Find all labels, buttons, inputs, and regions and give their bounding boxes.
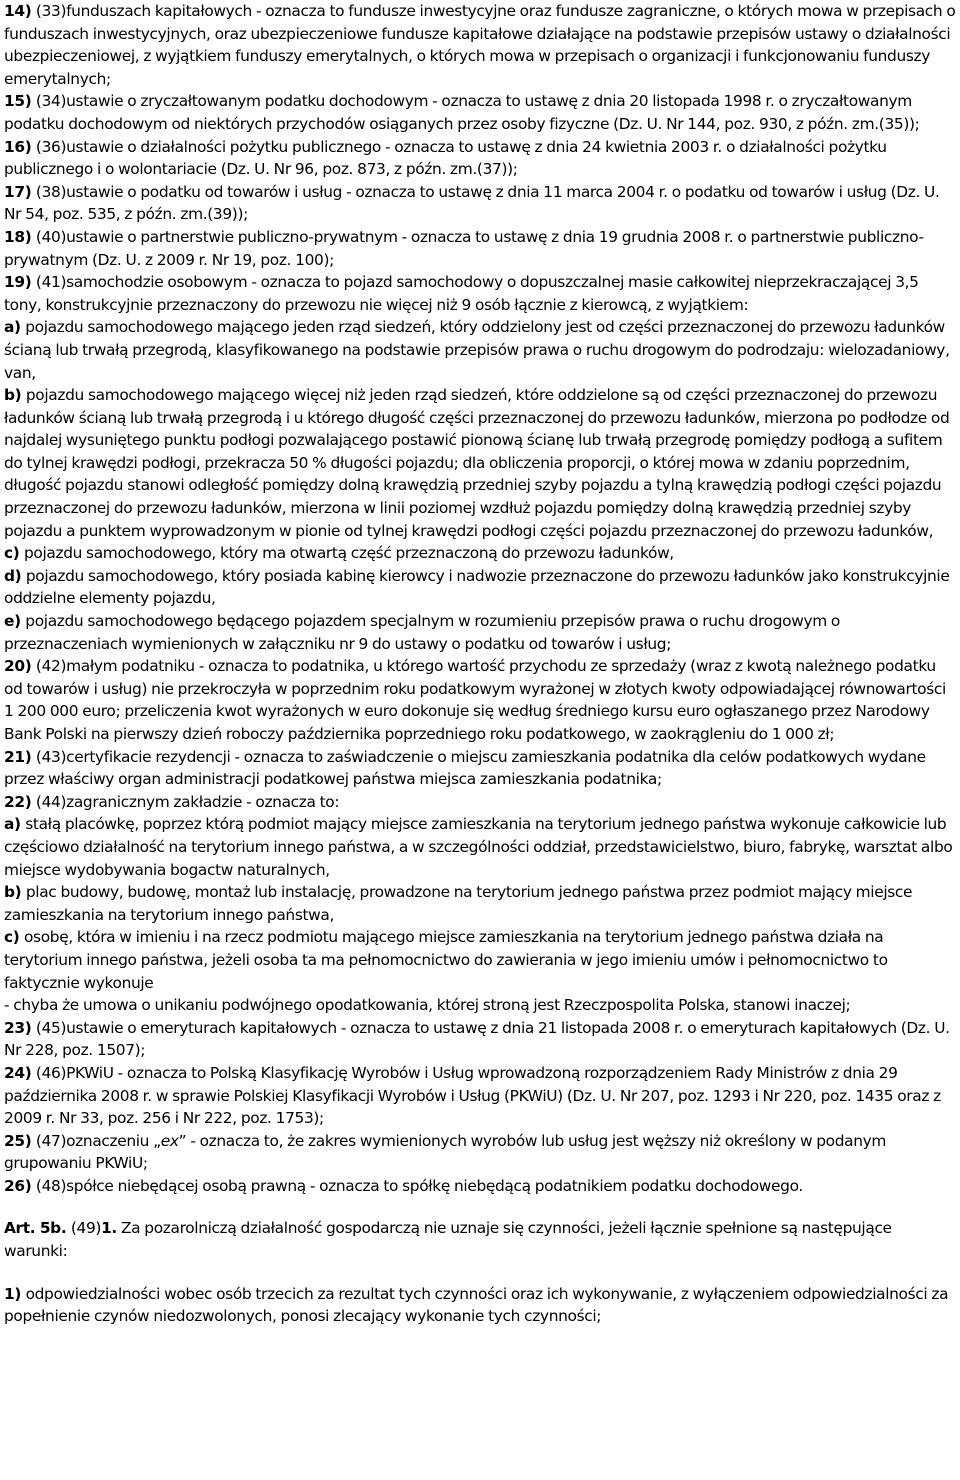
paragraph [4, 1175, 956, 1198]
paragraph-text: (42)małym podatniku - oznacza to podatnika, u którego wartość przychodu ze sprzedaży (wraz z kwotą należnego podatku od towarów i usług) nie przekroczyła w poprzednim roku podatkowym wyrażonej w złotych kwoty odpowiadającej równowartości 1 200 000 euro; przeliczenia kwot wyrażonych w euro dokonuje się według średniego kursu euro ogłaszanego przez Narodowy Bank Polski na pierwszy dzień roboczy października poprzedniego roku podatkowego, w zaokrągleniu do 1 000 zł; [4, 657, 946, 743]
paragraph [4, 1130, 956, 1175]
paragraph [4, 813, 956, 881]
item-label: Art. 5b. [4, 1219, 71, 1238]
paragraph [4, 1283, 956, 1328]
paragraph-text: stałą placówkę, poprzez którą podmiot mający miejsce zamieszkania na terytorium jednego państwa wykonuje całkowicie lub częściowo działalność na terytorium innego państwa, a w szczególności oddział, przedstawicielstwo, biuro, fabrykę, warsztat albo miejsce wydobywania bogactw naturalnych, [4, 815, 953, 879]
paragraph-gap [4, 1197, 956, 1217]
paragraph-text: (38)ustawie o podatku od towarów i usług - oznacza to ustawę z dnia 11 marca 2004 r. o podatku od towarów i usług (Dz. U. Nr 54, poz. 535, z późn. zm.(39)); [4, 182, 940, 224]
paragraph [4, 271, 956, 316]
paragraph-text: odpowiedzialności wobec osób trzecich za rezultat tych czynności oraz ich wykonywanie, z wyłączeniem odpowiedzialności za popełnienie czynów niedozwolonych, ponosi zlecający wykonanie tych czynności; [4, 1284, 949, 1326]
item-label: 22) [4, 792, 36, 811]
paragraph [4, 181, 956, 226]
paragraph-text: pojazdu samochodowego, który ma otwartą część przeznaczoną do przewozu ładunków, [23, 544, 674, 563]
paragraph-text: (44)zagranicznym zakładzie - oznacza to: [35, 792, 340, 811]
paragraph-text: (41)samochodzie osobowym - oznacza to pojazd samochodowy o dopuszczalnej masie całkowitej nieprzekraczającej 3,5 tony, konstrukcyjnie przeznaczony do przewozu nie więcej niż 9 osób łącznie z kierowcą, z wyjątkiem: [4, 273, 919, 314]
item-label: c) [4, 928, 24, 947]
item-label: 16) [4, 137, 36, 156]
paragraph [4, 655, 956, 745]
item-label: 24) [4, 1063, 36, 1082]
paragraph [4, 1217, 956, 1262]
item-label: 23) [4, 1018, 36, 1037]
paragraph [4, 994, 956, 1017]
item-label: c) [4, 544, 24, 563]
paragraph-text: (46)PKWiU - oznacza to Polską Klasyfikację Wyrobów i Usług wprowadzoną rozporządzeniem Rady Ministrów z dnia 29 października 2008 r. w sprawie Polskiej Klasyfikacji Wyrobów i Usług (PKWiU) (Dz. U. Nr 207, poz. 1293 i Nr 220, poz. 1435 oraz z 2009 r. Nr 33, poz. 256 i Nr 222, poz. 1753); [4, 1063, 941, 1128]
paragraph-text: (33)funduszach kapitałowych - oznacza to fundusze inwestycyjne oraz fundusze zagraniczne, o których mowa w przepisach o funduszach inwestycyjnych, oraz ubezpieczeniowe fundusze kapitałowe działające na podstawie przepisów ustawy o działalności ubezpieczeniowej, z wyjątkiem funduszy emerytalnych, o których mowa w przepisach o organizacji i funkcjonowaniu funduszy emerytalnych; [4, 2, 956, 88]
paragraph [4, 0, 956, 90]
paragraph [4, 136, 956, 181]
paragraph-text: (34)ustawie o zryczałtowanym podatku dochodowym - oznacza to ustawę z dnia 20 listopada 1998 r. o zryczałtowanym podatku dochodowym od niektórych przychodów osiąganych przez osoby fizyczne (Dz. U. Nr 144, poz. 930, z późn. zm.(35)); [4, 92, 920, 133]
paragraph-text: osobę, która w imieniu i na rzecz podmiotu mającego miejsce zamieszkania na terytorium jednego państwa działa na terytorium innego państwa, jeżeli osoba ta ma pełnomocnictwo do zawierania w jego imieniu umów i pełnomocnictwo to faktycznie wykonuje [4, 928, 888, 992]
paragraph-text: Za pozarolniczą działalność gospodarczą nie uznaje się czynności, jeżeli łącznie spełnione są następujące warunki: [4, 1219, 892, 1261]
paragraph [4, 316, 956, 384]
paragraph [4, 90, 956, 135]
item-label: a) [4, 318, 26, 337]
item-label: e) [4, 612, 26, 631]
paragraph [4, 610, 956, 655]
item-label: 15) [4, 92, 36, 111]
paragraph-text: (45)ustawie o emeryturach kapitałowych - oznacza to ustawę z dnia 21 listopada 2008 r. o emeryturach kapitałowych (Dz. U. Nr 228, poz. 1507); [4, 1018, 950, 1060]
item-label: 17) [4, 182, 36, 201]
paragraph-text: (47)oznaczeniu „ [35, 1131, 161, 1150]
paragraph [4, 791, 956, 814]
paragraph-text: plac budowy, budowę, montaż lub instalację, prowadzone na terytorium jednego państwa przez podmiot mający miejsce zamieszkania na terytorium innego państwa, [4, 883, 913, 924]
item-label: b) [4, 883, 26, 902]
paragraph-text: pojazdu samochodowego mającego więcej niż jeden rząd siedzeń, które oddzielone są od części przeznaczonej do przewozu ładunków ścianą lub trwałą przegrodą i u którego długość części przeznaczonej do przewozu ładunków, mierzona po podłodze od najdalej wysuniętego punktu podłogi pozwalającego postawić pionową ścianę lub trwałą przegrodę pomiędzy podłogą a sufitem do tylnej krawędzi podłogi, przekracza 50 % długości pojazdu; dla obliczenia proporcji, o której mowa w zdaniu poprzednim, długość pojazdu stanowi odległość pomiędzy dolną krawędzią przedniej szyby pojazdu a tylną krawędzią podłogi części pojazdu przeznaczonej do przewozu ładunków, mierzona w linii poziomej wzdłuż pojazdu pomiędzy dolną krawędzią przedniej szyby pojazdu a punktem wyprowadzonym w pionie od tylnej krawędzi podłogi części pojazdu przeznaczonej do przewozu ładunków, [4, 386, 950, 540]
item-label: 21) [4, 747, 36, 766]
paragraph [4, 746, 956, 791]
paragraph-text: (40)ustawie o partnerstwie publiczno-prywatnym - oznacza to ustawę z dnia 19 grudnia 2008 r. o partnerstwie publiczno-prywatnym (Dz. U. z 2009 r. Nr 19, poz. 100); [4, 227, 924, 269]
paragraph [4, 226, 956, 271]
paragraph-text: ” - oznacza to, że zakres wymienionych wyrobów lub usług jest węższy niż określony w podanym grupowaniu PKWiU; [4, 1131, 887, 1173]
paragraph [4, 926, 956, 994]
item-label: 1) [4, 1284, 26, 1303]
paragraph-text: (43)certyfikacie rezydencji - oznacza to zaświadczenie o miejscu zamieszkania podatnika dla celów podatkowych wydane przez właściwy organ administracji podatkowej państwa miejsca zamieszkania podatnika; [4, 747, 926, 789]
paragraph [4, 1062, 956, 1130]
item-label: 14) [4, 2, 36, 20]
item-label: 1. [101, 1219, 117, 1238]
item-label: 25) [4, 1131, 36, 1150]
paragraph-text: (48)spółce niebędącej osobą prawną - oznacza to spółkę niebędącą podatnikiem podatku dochodowego. [35, 1176, 803, 1195]
paragraph [4, 881, 956, 926]
paragraph [4, 1017, 956, 1062]
paragraph [4, 565, 956, 610]
item-label: b) [4, 386, 26, 405]
item-label: 20) [4, 657, 36, 676]
item-label: 26) [4, 1176, 36, 1195]
paragraph [4, 384, 956, 542]
paragraph [4, 542, 956, 565]
item-label: a) [4, 815, 26, 834]
paragraph-text: pojazdu samochodowego mającego jeden rząd siedzeń, który oddzielony jest od części przeznaczonej do przewozu ładunków ścianą lub trwałą przegrodą, klasyfikowanego na podstawie przepisów prawa o ruchu drogowym do podrodzaju: wielozadaniowy, van, [4, 318, 950, 382]
paragraph-text: (49) [70, 1219, 102, 1238]
item-label: 19) [4, 273, 36, 292]
paragraph-text: pojazdu samochodowego będącego pojazdem specjalnym w rozumieniu przepisów prawa o ruchu drogowym o przeznaczeniach wymienionych w załączniku nr 9 do ustawy o podatku od towarów i usług; [4, 612, 840, 653]
item-label: 18) [4, 227, 36, 246]
item-label: d) [4, 566, 26, 585]
paragraph-gap [4, 1263, 956, 1283]
paragraph-text: pojazdu samochodowego, który posiada kabinę kierowcy i nadwozie przeznaczone do przewozu ładunków jako konstrukcyjnie oddzielne elementy pojazdu, [4, 566, 950, 608]
emphasis-text: ex [160, 1131, 179, 1150]
paragraph-text: - chyba że umowa o unikaniu podwójnego opodatkowania, której stroną jest Rzeczpospolita Polska, stanowi inaczej; [4, 996, 851, 1015]
paragraph-text: (36)ustawie o działalności pożytku publicznego - oznacza to ustawę z dnia 24 kwietnia 2003 r. o działalności pożytku publicznego i o wolontariacie (Dz. U. Nr 96, poz. 873, z późn. zm.(37)); [4, 137, 887, 179]
